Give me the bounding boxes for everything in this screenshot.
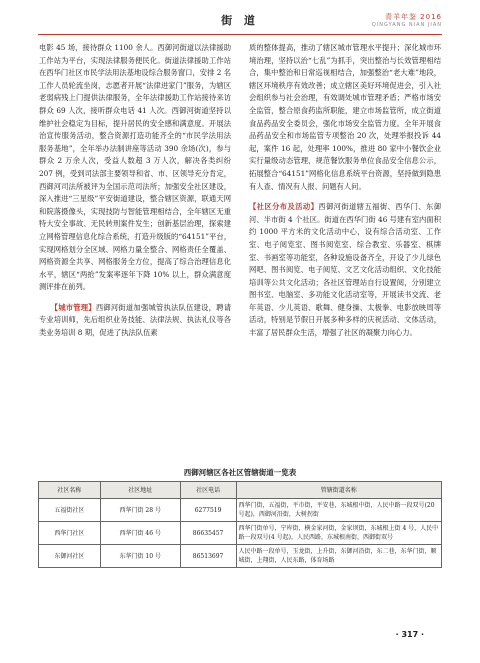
yearbook-pinyin: QINGYANG NIAN JIAN [371, 22, 442, 28]
community-phone: 86513697 [180, 545, 236, 568]
jurisdiction-streets: 西华门街单号，宁库街，横金家河街，金家坝街，东城根上街 4 号，人民中路一段双号(4 号起)，人民西路，东城根南街，西御街双号 [236, 522, 441, 545]
community-address: 西华门街 46 号 [100, 522, 180, 545]
header-divider [38, 34, 442, 35]
table-title: 西御河辖区各社区管辖街道一览表 [183, 468, 297, 477]
column-header: 管辖街道名称 [236, 482, 441, 499]
section-body: 西御河街道辖五福街、西华门、东御河、半市街 4 个社区。街道在西华门街 46 号建有室内面积约 1000 平方米的文化活动中心，设有综合活动室、工作室、电子阅览室、图书阅览室、综合教室、乐器室、棋牌室、书画室等功能室，各种设施设备齐全，开设了少儿绿色网吧、图书阅览、电子阅览、文艺文化活动组织、文化技能培训等公共文化活动；各社区管理站自行设置阅，分别建立图书室、电脑室、多功能文化活动室等，开展读书交流、老年英语、少儿英语、歌舞、健身操、太极拳、电影放映周等活动，特别是节假日开展多种多样的庆祝活动、文体活动，丰富了居民群众生活，增强了社区的凝聚力向心力。 [249, 202, 442, 338]
community-phone: 6277519 [180, 499, 236, 522]
right-column [249, 42, 441, 340]
column-header: 社区电话 [180, 482, 236, 499]
column-header: 社区名称 [39, 482, 101, 499]
community-address: 西华门街 28 号 [100, 499, 180, 522]
page-number: · 317 · [395, 630, 424, 639]
section-heading: 【社区分布及活动】 [249, 202, 319, 212]
jurisdiction-streets: 人民中路一段单号，玉龙街，上升街，东御河沿街，东二巷，东华门街，顺城街，上翔街，人民东路，体育场路 [236, 545, 441, 568]
section-heading: 【城市管理】 [50, 302, 96, 312]
table-row [39, 522, 442, 545]
table-row [39, 545, 442, 568]
section-community-distribution [249, 201, 441, 340]
community-name: 东御河社区 [39, 545, 101, 568]
running-title: 街 道 [221, 14, 259, 27]
yearbook-label: 青羊年鉴 2016 [384, 13, 442, 21]
section-body: 西御河街道加强城管执法队伍建设，聘请专业培训师，先后组织业务技能、法律法规、执法礼仪等各类业务培训 8 期，促进了执法队伍素 [39, 302, 232, 338]
community-phone: 86635457 [180, 522, 236, 545]
paragraph-legal-aid: 电影 45 场，接待群众 1100 余人。西御河街道以法律援助工作站为平台，实现法律服务便民化。街道法律援助工作站在西华门社区市民学法用法基地设综合服务窗口，安排 2 名工作人员轮流坐岗，志愿者开展“法律进家门”服务，为辖区老弱病残上门提供法律服务，全年法律援助工作站接待来访群众 69 人次，接听群众电话 41 人次。西御河街道坚持以维护社会稳定为目标，提升居民的安全感和满意度。开展法治宣传服务活动，整合资源打造功能齐全的“市民学法用法服务基地”，全年举办法制讲座等活动 390 余场(次)，参与群众 2 万余人次，受益人数超 3 万人次，解决各类纠纷 207 例，受到司法部主要领导和省、市、区领导充分肯定，西御河司法所被评为全国示范司法所；加强安全社区建设，深入推进“三星级”平安街道建设，整合辖区资源，联通天网和院落摄像头，实现技防与智能管理相结合，全年辖区无重特大安全事故、无民转刑案件发生；创新基层治理，探索建立网格管理信息化综合系统，打造升级版的“64151”平台，实现网格划分全区域、网格力量全整合、网格责任全覆盖、网格资源全共享、网格服务全方位，提高了综合治理信息化水平，辖区“两抢”发案率逐年下降 10% 以上，群众满意度测评排在前列。 [39, 43, 231, 292]
paragraph-environment: 质的整体提高，推动了辖区城市管理水平提升；深化城市环境治理，坚持以治“七乱”为抓手，突出整治与长效管理相结合，集中整治和日常巡视相结合，加强整治“老大难”地段，辖区环境秩序有效改善；成立辖区美好环境促进会，引入社会组织参与社会治理，有效调处城市管理矛盾；严格市场安全监管，整合原食药监所职能，建立市场监管所，成立街道食品药品安全委员会，强化市场安全监管力度。全年开展食品药品安全和市场监管专项整治 20 次，处理举报投诉 44 起，案件 16 起，处理率 100%，推进 80 家中小餐饮企业实行量级动态管理，规范餐饮服务单位食品安全信息公示，拓展整合“64151”网格化信息系统平台资源，坚持做到隐患有人查、情况有人报、问题有人问。 [249, 43, 441, 191]
left-column [39, 42, 231, 340]
table-row [39, 499, 442, 522]
community-table [38, 481, 442, 568]
column-header: 社区地址 [100, 482, 180, 499]
community-address: 东华门街 10 号 [100, 545, 180, 568]
jurisdiction-streets: 西华门街，五福街，平市街，平安巷，东城根中街，人民中路一段双号(20 号起)，西御河沿街，大树拐街 [236, 499, 441, 522]
table-header-row [39, 482, 442, 499]
community-name: 五福街社区 [39, 499, 101, 522]
section-urban-management [39, 302, 231, 340]
page-header [38, 12, 442, 32]
community-name: 西华门社区 [39, 522, 101, 545]
